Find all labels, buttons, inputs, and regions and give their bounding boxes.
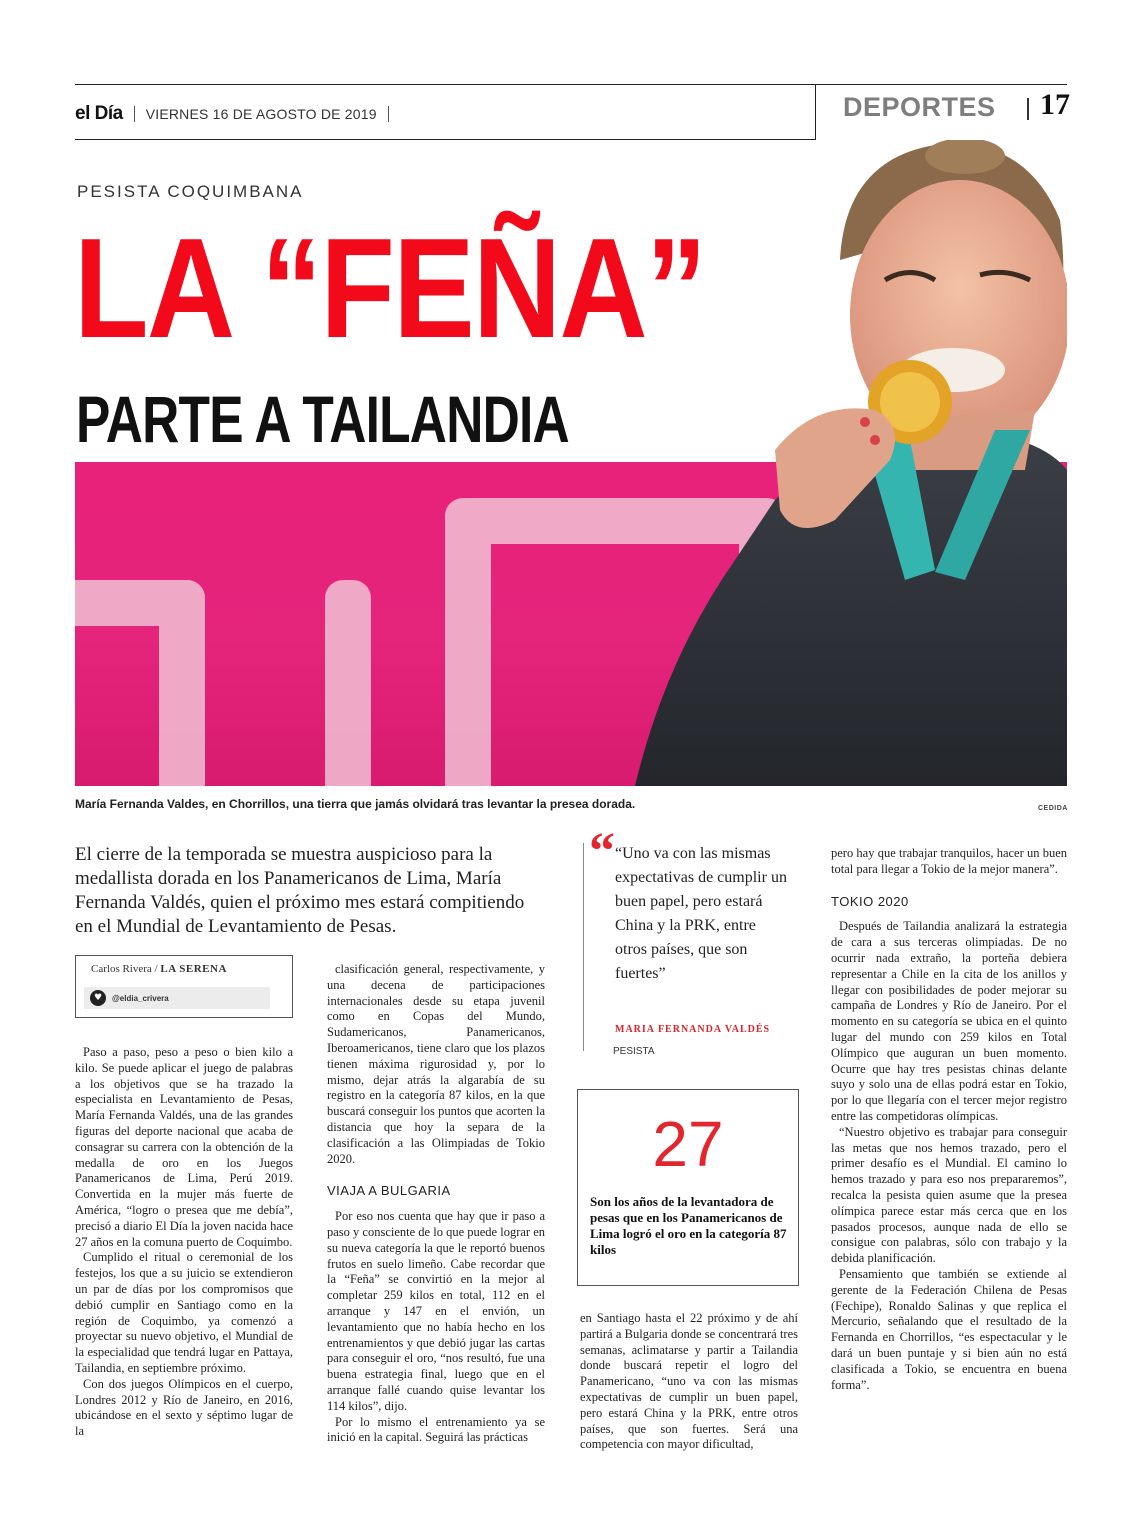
subheadline: PARTE A TAILANDIA [76, 382, 569, 456]
body-paragraph: Después de Tailandia analizará la estrategia de cara a sus terceras olimpiadas. De no ocurrir nada extraño, la porteña debiera representar a Chile en la cita de los anillos y llegar con posibilidades de poder mejorar su campaña de Londres y Río de Janeiro. Por el momento en su categoría se ubica en el quinto lugar del mundo con 259 kilos en Total Olímpico que auguran un buen momento. Ocurre que hay tres pesistas chinas delante suyo y solo una de ellas podrá estar en Tokio, por lo que llegaría con el tercer mejor registro entre las competidoras olímpicas. [831, 919, 1067, 1123]
issue-date: VIERNES 16 DE AGOSTO DE 2019 [145, 106, 377, 122]
byline-author [91, 963, 227, 975]
photo-credit: CEDIDA [1038, 805, 1068, 812]
headline: LA “FEÑA” [74, 209, 706, 368]
body-column-1 [75, 1045, 293, 1440]
divider [388, 106, 389, 122]
body-paragraph: pero hay que trabajar tranquilos, hacer un buen total para llegar a Tokio de la mejor manera”. [831, 846, 1067, 876]
kicker: PESISTA COQUIMBANA [77, 182, 304, 201]
quote-rule [583, 843, 584, 1051]
body-paragraph: Paso a paso, peso a peso o bien kilo a kilo. Se puede aplicar el juego de palabras a los objetivos que se ha trazado la especialista en Levantamiento de Pesas, María Fernanda Valdés, una de las grandes figuras del deporte nacional que acaba de consagrar su carrera con la obtención de la medalla de oro en los Juegos Panamericanos de Lima, Perú 2019. Convertida en la mujer más fuerte de América, “logro o presea que me debía”, precisó a diario El Día la joven nacida hace 27 años en la comuna puerto de Coquimbo. [75, 1045, 293, 1249]
divider [815, 84, 816, 140]
body-column-4 [831, 846, 1067, 1393]
body-column-2 [327, 962, 545, 1446]
twitter-handle-bar [84, 987, 270, 1009]
body-paragraph: Pensamiento que también se extiende al gerente de la Federación Chilena de Pesas (Fechipe), Ronaldo Salinas y que replica el Mercurio, señalando que el resultado de la Fernanda en Chorrillos, “es espectacular y le dará un buen puntaje y si bien aún no está clasificada a Tokio, se encuentra en buena forma”. [831, 1266, 1067, 1392]
body-column-3 [580, 1311, 798, 1453]
pull-quote: “Uno va con las mismas expectativas de cumplir un buen papel, pero estará China y la PRK, entre otros países, que son fuertes” [615, 845, 787, 982]
newspaper-logo: el Día [75, 103, 123, 124]
section-heading: VIAJA A BULGARIA [327, 1183, 451, 1199]
twitter-icon: ♥ [90, 990, 106, 1006]
quote-role: PESISTA [613, 1046, 655, 1057]
stat-number: 27 [652, 1108, 724, 1180]
byline-separator: / [154, 963, 158, 975]
body-paragraph: en Santiago hasta el 22 próximo y de ahí partirá a Bulgaria donde se concentrará tres semanas, aclimatarse y partir a Tailandia donde buscará repetir el logro del Panamericano, “uno va con las mismas expectativas de cumplir un buen papel, pero estará China y la PRK, entre otros países, que son fuertes. Será una competencia con mayor dificultad, [580, 1311, 798, 1452]
quote-author: MARIA FERNANDA VALDÉS [615, 1024, 771, 1035]
divider [134, 106, 135, 122]
body-paragraph: Por eso nos cuenta que hay que ir paso a paso y consciente de lo que puede lograr en su nueva categoría la que le reportó buenos frutos en suelo limeño. Cabe recordar que la “Feña” se convirtió en la mejor al completar 259 kilos en total, 112 en el arranque y 147 en el envión, un levantamiento que no había hecho en los entrenamientos y que debió jugar las cartas para conseguir el oro, “nos resultó, fue una buena estrategia final, luego que en el arranque fallé cuando quise levantar los 114 kilos”, dijo. [327, 1209, 545, 1413]
quote-mark-icon: “ [589, 823, 615, 880]
divider [1027, 98, 1029, 120]
header-rule [75, 84, 1067, 85]
stat-description: Son los años de la levantadora de pesas que en los Panamericanos de Lima logró el oro en la categoría 87 kilos [590, 1194, 787, 1257]
body-paragraph: Por lo mismo el entrenamiento ya se inició en la capital. Seguirá las prácticas [327, 1414, 545, 1445]
body-paragraph: Con dos juegos Olímpicos en el cuerpo, Londres 2012 y Río de Janeiro, en 2016, ubicándose en el sexto y séptimo lugar de la [75, 1376, 293, 1439]
section-name: DEPORTES [843, 92, 996, 122]
lead-paragraph: El cierre de la temporada se muestra auspicioso para la medallista dorada en los Panamericanos de Lima, María Fernanda Valdés, quien el próximo mes estará compitiendo en el Mundial de Levantamiento de Pesas. [75, 844, 525, 937]
body-paragraph: Cumplido el ritual o ceremonial de los festejos, los que a su juicio se extendieron un par de días por los compromisos que debió cumplir en Santiago como en la región de Coquimbo, ya comenzó a proyectar su nuevo objetivo, el Mundial de la especialidad que tendrá lugar en Pattaya, Tailandia, en septiembre próximo. [75, 1250, 293, 1375]
body-paragraph: clasificación general, respectivamente, y una decena de participaciones internacionales desde su etapa juvenil como en Copas del Mundo, Sudamericanos, Panamericanos, Iberoamericanos, tiene claro que los plazos tienen máxima rigurosidad y, por lo mismo, dejar atrás la algarabía de su registro en la categoría 87 kilos, en la que buscará conseguir los puntos que acorten la distancia que hoy la separa de la clasificación a las Olimpiadas de Tokio 2020. [327, 962, 545, 1166]
twitter-handle: @eldia_crivera [112, 993, 169, 1003]
photo-caption: María Fernanda Valdes, en Chorrillos, una tierra que jamás olvidará tras levantar la presea dorada. [75, 797, 636, 811]
byline-location: LA SERENA [160, 963, 227, 975]
section-heading: TOKIO 2020 [831, 893, 909, 909]
byline [75, 955, 293, 1018]
author-name: Carlos Rivera [91, 963, 152, 975]
page-number: 17 [1040, 88, 1070, 121]
body-paragraph: “Nuestro objetivo es trabajar para conseguir las metas que nos hemos trazado, pero el primer desafío es el Mundial. El camino lo hemos trazado y para eso nos prepararemos”, recalca la pesista quien asume que la presea olímpica parece estar más cerca que en los pasados procesos, aunque nada de ello se consigue con palabras, sólo con trabajo y la debida planificación. [831, 1124, 1067, 1266]
masthead [75, 103, 400, 125]
stat-box [577, 1089, 799, 1286]
